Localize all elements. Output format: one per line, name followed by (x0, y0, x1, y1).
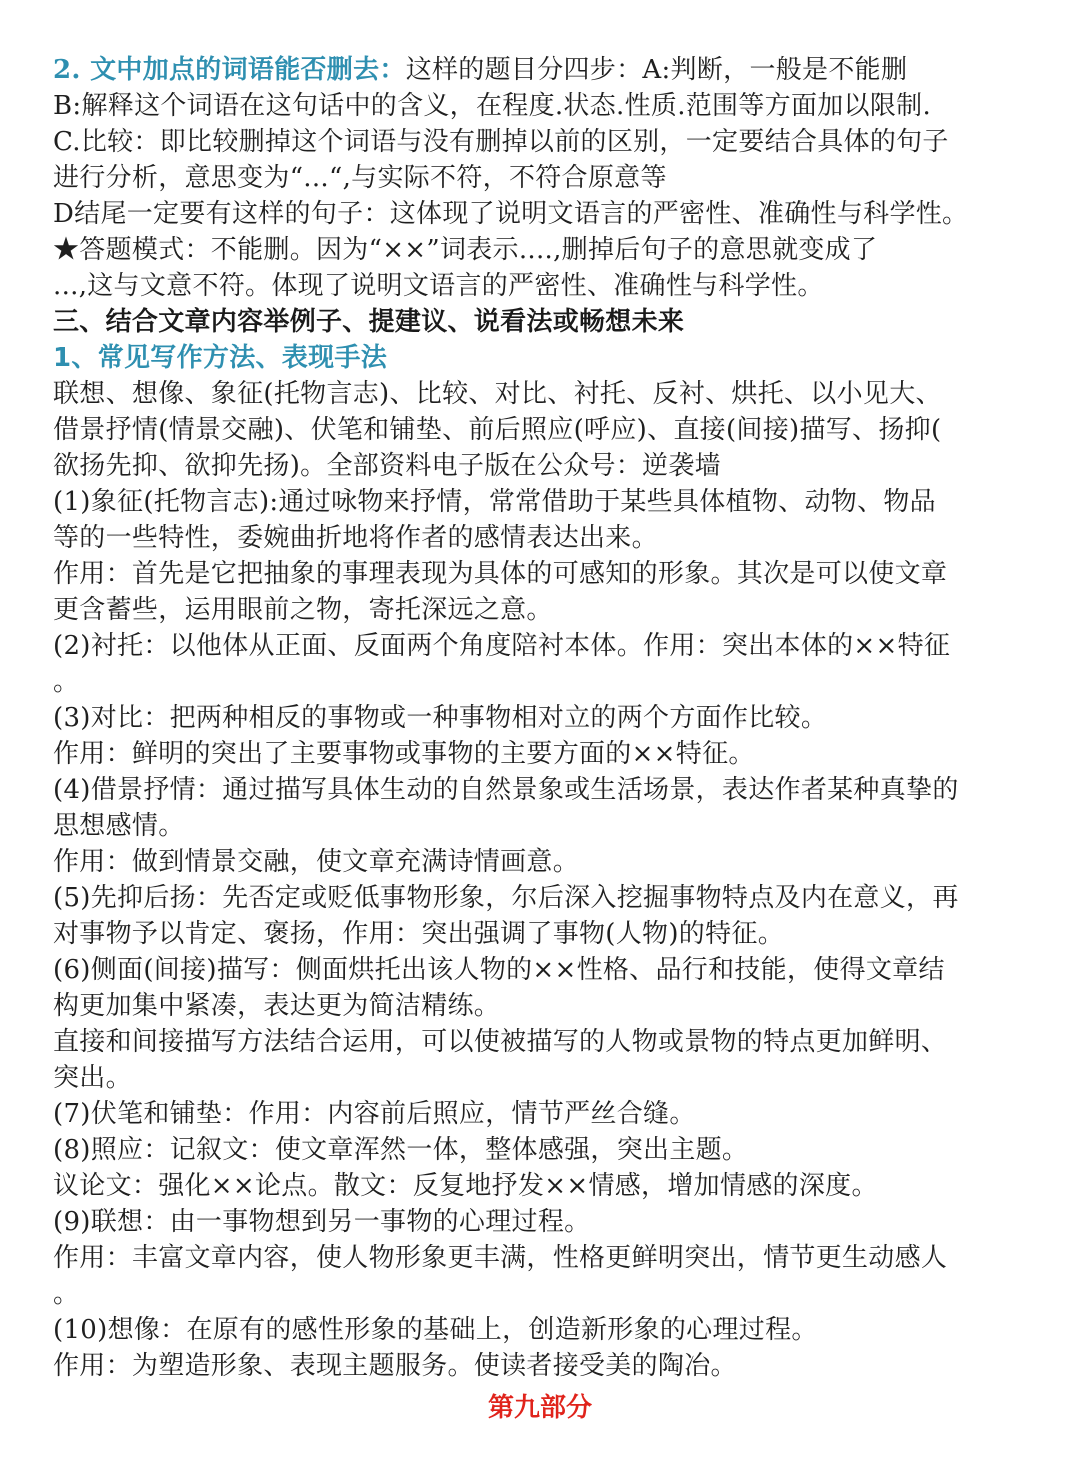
question-2-line (53, 52, 1043, 88)
document-body (53, 52, 1043, 1384)
item-1-symbolism: (1)象征(托物言志):通过咏物来抒情，常常借助于某些具体植物、动物、物品 (53, 487, 936, 517)
step-b-line: B:解释这个词语在这句话中的含义，在程度.状态.性质.范围等方面加以限制. (53, 91, 932, 121)
item-1-effect: 作用：首先是它把抽象的事理表现为具体的可感知的形象。其次是可以使文章 (53, 559, 948, 589)
item-10-effect: 作用：为塑造形象、表现主题服务。使读者接受美的陶冶。 (53, 1351, 737, 1381)
item-8-continued: 议论文：强化××论点。散文：反复地抒发××情感，增加情感的深度。 (53, 1171, 878, 1201)
step-c-continued: 进行分析，意思变为“...“,与实际不符，不符合原意等 (53, 163, 667, 193)
step-d-line: D结尾一定要有这样的句子：这体现了说明文语言的严密性、准确性与科学性。 (53, 199, 969, 229)
item-5-continued: 对事物予以肯定、褒扬，作用：突出强调了事物(人物)的特征。 (53, 919, 784, 949)
section-3-heading: 三、结合文章内容举例子、提建议、说看法或畅想未来 (53, 307, 685, 337)
item-9-association: (9)联想：由一事物想到另一事物的心理过程。 (53, 1207, 591, 1237)
item-2-contrast-setoff: (2)衬托：以他体从正面、反面两个角度陪衬本体。作用：突出本体的××特征 (53, 631, 951, 661)
item-10-imagination: (10)想像：在原有的感性形象的基础上，创造新形象的心理过程。 (53, 1315, 818, 1345)
item-4-continued: 思想感情。 (53, 811, 185, 841)
item-8-echo: (8)照应：记叙文：使文章浑然一体，整体感强，突出主题。 (53, 1135, 749, 1165)
item-3-effect: 作用：鲜明的突出了主要事物或事物的主要方面的××特征。 (53, 739, 755, 769)
item-1-continued: 等的一些特性，委婉曲折地将作者的感情表达出来。 (53, 523, 658, 553)
item-7-foreshadowing: (7)伏笔和铺垫：作用：内容前后照应，情节严丝合缝。 (53, 1099, 696, 1129)
item-4-scenery: (4)借景抒情：通过描写具体生动的自然景象或生活场景，表达作者某种真挚的 (53, 775, 959, 805)
methods-list-line-2: 借景抒情(情景交融)、伏笔和铺垫、前后照应(呼应)、直接(间接)描写、扬抑( (53, 415, 942, 445)
item-6-indirect: (6)侧面(间接)描写：侧面烘托出该人物的××性格、品行和技能，使得文章结 (53, 955, 945, 985)
item-4-effect: 作用：做到情景交融，使文章充满诗情画意。 (53, 847, 580, 877)
question-2-text: 这样的题目分四步：A:判断，一般是不能删 (405, 55, 908, 85)
item-3-comparison: (3)对比：把两种相反的事物或一种事物相对立的两个方面作比较。 (53, 703, 828, 733)
part-label: 第九部分 (487, 1393, 592, 1423)
step-c-line: C.比较：即比较删掉这个词语与没有删掉以前的区别，一定要结合具体的句子 (53, 127, 949, 157)
item-9-effect: 作用：丰富文章内容，使人物形象更丰满，性格更鲜明突出，情节更生动感人 (53, 1243, 948, 1273)
subsection-1-heading: 1、常见写作方法、表现手法 (53, 343, 387, 373)
item-5-suppress-praise: (5)先抑后扬：先否定或贬低事物形象，尔后深入挖掘事物特点及内在意义，再 (53, 883, 959, 913)
answer-template-line: ★答题模式：不能删。因为“××”词表示....,删掉后句子的意思就变成了 (53, 235, 878, 265)
item-9-continued: 。 (53, 1279, 80, 1309)
methods-list-line-3: 欲扬先抑、欲抑先扬)。全部资料电子版在公众号：逆袭墙 (53, 451, 721, 481)
subsection-1-line (53, 340, 1043, 376)
item-1-effect-continued: 更含蓄些，运用眼前之物，寄托深远之意。 (53, 595, 553, 625)
item-6-continued: 构更加集中紧凑，表达更为简洁精练。 (53, 991, 501, 1021)
item-6-combined-continued: 突出。 (53, 1063, 132, 1093)
item-2-continued: 。 (53, 667, 80, 697)
answer-template-continued: ...,这与文意不符。体现了说明文语言的严密性、准确性与科学性。 (53, 271, 824, 301)
methods-list-line-1: 联想、想像、象征(托物言志)、比较、对比、衬托、反衬、烘托、以小见大、 (53, 379, 942, 409)
question-2-heading: 2. 文中加点的词语能否删去： (53, 55, 406, 85)
item-6-combined: 直接和间接描写方法结合运用，可以使被描写的人物或景物的特点更加鲜明、 (53, 1027, 948, 1057)
